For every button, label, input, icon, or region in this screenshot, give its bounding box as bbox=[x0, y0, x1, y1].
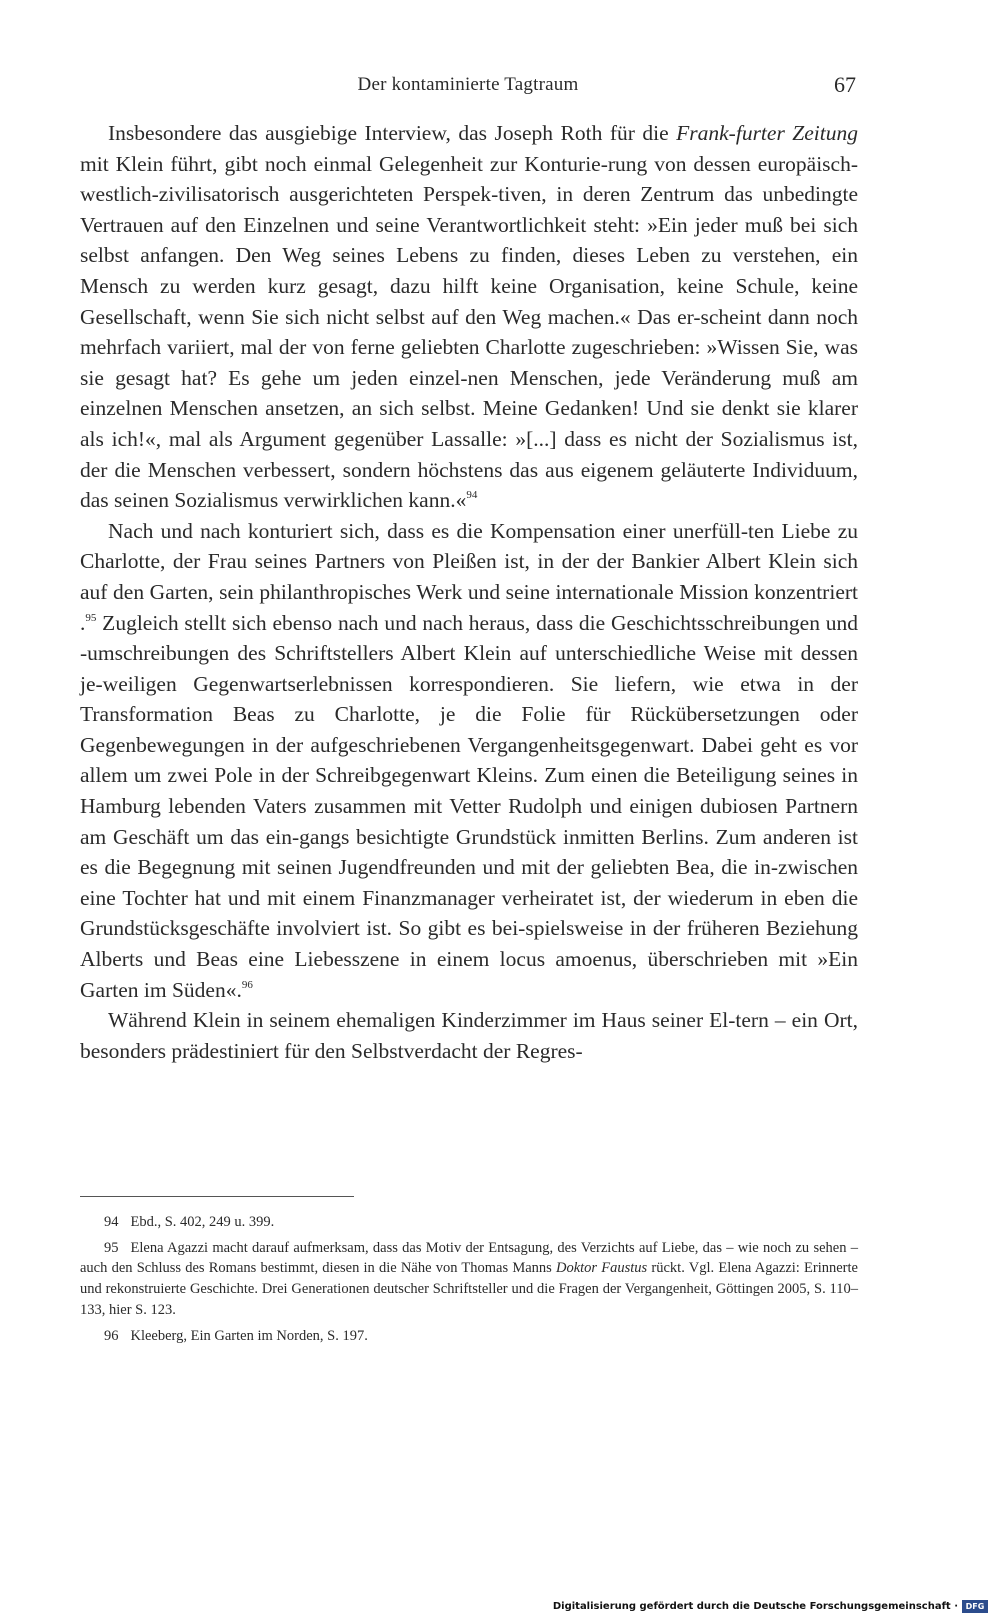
footnote-96 bbox=[80, 1326, 858, 1347]
paragraph-1 bbox=[80, 118, 858, 516]
paragraph-3: Während Klein in seinem ehemaligen Kinderzimmer im Haus seiner El-tern – ein Ort, besonders prädestiniert für den Selbstverdacht der Regres- bbox=[80, 1008, 858, 1063]
footnote-text-a: Elena Agazzi macht darauf aufmerksam, dass das Motiv der Entsagung, des Verzichts auf Liebe, das – wie noch zu sehen – auch den Schluss des Romans bestimmt, diesen in die Nähe von Thomas Manns bbox=[80, 1239, 858, 1277]
footnote-ref-94[interactable]: 94 bbox=[466, 489, 478, 502]
body-text bbox=[80, 118, 858, 1066]
running-title: Der kontaminierte Tagtraum bbox=[357, 74, 579, 95]
footnote-text: Ebd., S. 402, 249 u. 399. bbox=[130, 1214, 275, 1230]
dfg-logo: DFG bbox=[962, 1600, 988, 1613]
paragraph-2-text-b: Zugleich stellt sich ebenso nach und nach heraus, dass die Geschichtsschreibungen und -umschreibungen des Schriftstellers Albert Klein auf unterschiedliche Weise mit dessen je-weiligen Gegenwartserlebnissen korrespondieren. Sie liefern, wie etwa in der Transformation Beas zu Charlotte, je die Folie für Rückübersetzungen oder Gegenbewegungen in der aufgeschriebenen Vergangenheitsgegenwart. Dabei geht es vor allem um zwei Pole in der Schreibgegenwart Kleins. Zum einen die Beteiligung seines in Hamburg lebenden Vaters zusammen mit Vetter Rudolph und einigen dubiosen Partnern am Geschäft um das ein-gangs besichtigte Grundstück inmitten Berlins. Zum anderen ist es die Begegnung mit seinen Jugendfreunden und mit der geliebten Bea, die in-zwischen eine Tochter hat und mit einem Finanzmanager verheiratet ist, der wiederum in eben die Grundstücksgeschäfte involviert ist. So gibt es bei-spielsweise in der früheren Beziehung Alberts und Beas eine Liebesszene in einem locus amoenus, überschrieben mit »Ein Garten im Süden«. bbox=[80, 610, 858, 1002]
footnote-text-b: rückt. Vgl. Elena Agazzi: Erinnerte und rekonstruierte Geschichte. Drei Generationen deutscher Schriftsteller und die Fragen der Vergangenheit, Göttingen 2005, S. 110–133, hier S. 123. bbox=[80, 1260, 858, 1318]
paragraph-1-text-b: mit Klein führt, gibt noch einmal Gelegenheit zur Konturie-rung von dessen europäisch-westlich-zivilisatorisch ausgerichteten Perspek-tiven, in deren Zentrum das unbedingte Vertrauen auf den Einzelnen und seine Verantwortlichkeit steht: »Ein jeder muß bei sich selbst anfangen. Den Weg seines Lebens zu finden, dieses Leben zu verstehen, ein Mensch zu werden kurz gesagt, dazu hilft keine Organisation, keine Schule, keine Gesellschaft, wenn Sie sich nicht selbst auf den Weg machen.« Das er-scheint dann noch mehrfach variiert, mal der von ferne geliebten Charlotte zugeschrieben: »Wissen Sie, was sie gesagt hat? Es gehe um jeden einzel-nen Menschen, jede Veränderung muß am einzelnen Menschen ansetzen, an sich selbst. Meine Gedanken! Und sie denkt sie klarer als ich!«, mal als Argument gegenüber Lassalle: »[...] dass es nicht der Sozialismus ist, der die Menschen verbessert, sondern höchstens das aus eigenem geläuterte Individuum, das seinen Sozialismus verwirklichen kann.« bbox=[80, 151, 858, 513]
paragraph-2-text-a: Nach und nach konturiert sich, dass es die Kompensation einer unerfüll-ten Liebe zu Charlotte, der Frau seines Partners von Pleißen ist, in der der Bankier Albert Klein sich auf den Garten, sein philanthropisches Werk und seine internationale Mission konzentriert . bbox=[80, 518, 858, 635]
paragraph-2 bbox=[80, 516, 858, 1006]
footnote-94 bbox=[80, 1212, 858, 1233]
footnote-text: Kleeberg, Ein Garten im Norden, S. 197. bbox=[130, 1327, 368, 1344]
footnote-95 bbox=[80, 1238, 858, 1321]
footnote-number: 96 bbox=[104, 1327, 119, 1344]
newspaper-title: Frank-furter Zeitung bbox=[676, 121, 859, 145]
book-title: Doktor Faustus bbox=[556, 1260, 648, 1277]
footnotes bbox=[80, 1212, 858, 1351]
footnote-number: 95 bbox=[104, 1239, 119, 1256]
footnote-number: 94 bbox=[104, 1214, 119, 1230]
page-number: 67 bbox=[834, 72, 856, 97]
footnote-ref-95[interactable]: 95 bbox=[85, 611, 97, 624]
footnote-ref-96[interactable]: 96 bbox=[241, 978, 253, 991]
paragraph-1-text-a: Insbesondere das ausgiebige Interview, das Joseph Roth für die bbox=[108, 121, 677, 145]
digitization-note: Digitalisierung gefördert durch die Deutsche Forschungsgemeinschaft · bbox=[552, 1601, 958, 1612]
footnote-divider bbox=[80, 1196, 354, 1197]
running-head bbox=[80, 74, 856, 104]
